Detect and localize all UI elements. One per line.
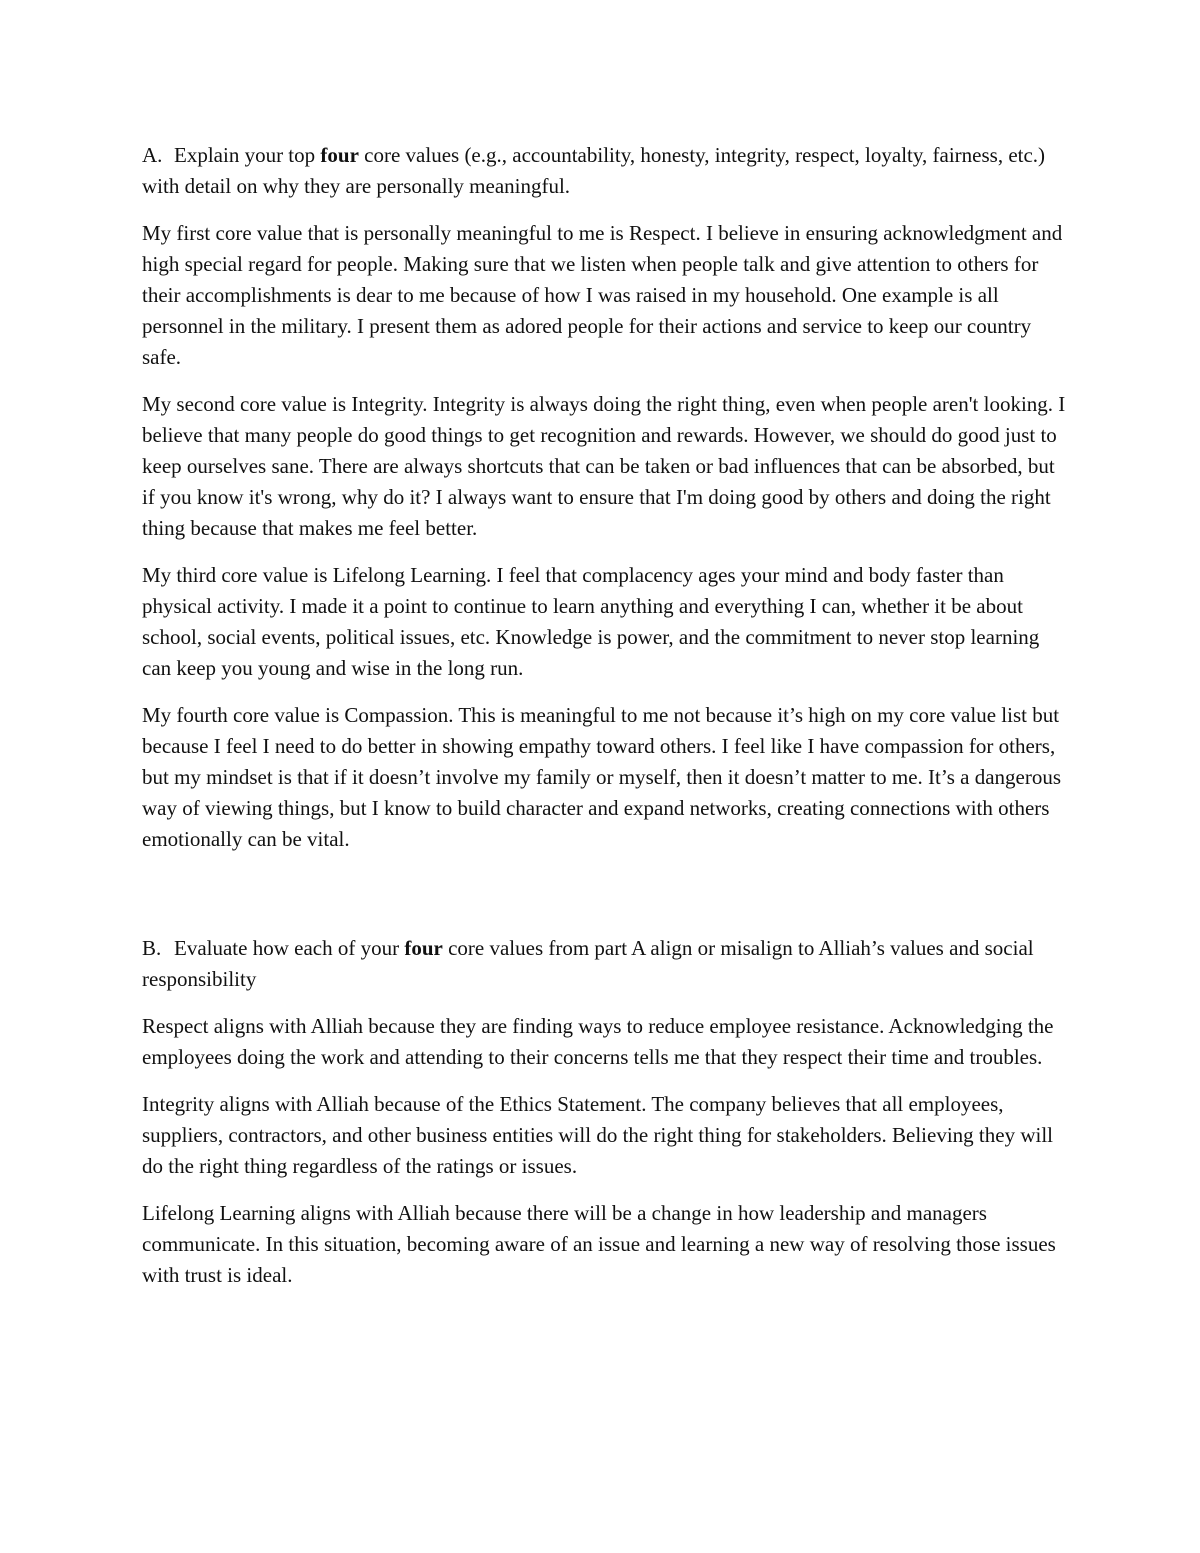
section-b-paragraph-lifelong-learning: Lifelong Learning aligns with Alliah because there will be a change in how leadership and managers communicate. In this situation, becoming aware of an issue and learning a new way of resolving those issues with trust is ideal. bbox=[142, 1201, 1056, 1287]
section-b-paragraph-respect: Respect aligns with Alliah because they are finding ways to reduce employee resistance. Acknowledging the employees doing the work and attending to their concerns tells me that they respect their time and troubles. bbox=[142, 1014, 1054, 1069]
section-b-question-emphasis: four bbox=[404, 936, 443, 960]
section-a-question-end: core values (e.g., accountability, honesty, integrity, respect, loyalty, fairness, etc.) with detail on why they are personally meaningful. bbox=[142, 143, 1046, 198]
section-b-paragraph-integrity: Integrity aligns with Alliah because of the Ethics Statement. The company believes that all employees, suppliers, contractors, and other business entities will do the right thing for stakeholders. Believing they will do the right thing regardless of the ratings or issues. bbox=[142, 1092, 1053, 1178]
section-b-question-start: Evaluate how each of your bbox=[174, 936, 405, 960]
section-b-question bbox=[142, 933, 1072, 995]
section-a-paragraph-compassion: My fourth core value is Compassion. This is meaningful to me not because it’s high on my core value list but because I feel I need to do better in showing empathy toward others. I feel like I have compassion for others, but my mindset is that if it doesn’t involve my family or myself, then it doesn’t matter to me. It’s a dangerous way of viewing things, but I know to build character and expand networks, creating connections with others emotionally can be vital. bbox=[142, 703, 1061, 851]
section-a-question-start: Explain your top bbox=[174, 143, 321, 167]
document-page bbox=[142, 140, 1072, 1307]
section-divider-space bbox=[142, 871, 1072, 933]
section-a-label: A. bbox=[142, 143, 163, 167]
section-b-question-end: core values from part A align or misalign to Alliah’s values and social responsibility bbox=[142, 936, 1034, 991]
section-a-question-emphasis: four bbox=[320, 143, 359, 167]
section-a-paragraph-lifelong-learning: My third core value is Lifelong Learning. I feel that complacency ages your mind and body faster than physical activity. I made it a point to continue to learn anything and everything I can, whether it be about school, social events, political issues, etc. Knowledge is power, and the commitment to never stop learning can keep you young and wise in the long run. bbox=[142, 563, 1040, 680]
section-a-paragraph-respect: My first core value that is personally meaningful to me is Respect. I believe in ensuring acknowledgment and high special regard for people. Making sure that we listen when people talk and give attention to others for their accomplishments is dear to me because of how I was raised in my household. One example is all personnel in the military. I present them as adored people for their actions and service to keep our country safe. bbox=[142, 221, 1063, 369]
section-a-question bbox=[142, 140, 1072, 202]
section-b-label: B. bbox=[142, 936, 162, 960]
section-a-paragraph-integrity: My second core value is Integrity. Integrity is always doing the right thing, even when people aren't looking. I believe that many people do good things to get recognition and rewards. However, we should do good just to keep ourselves sane. There are always shortcuts that can be taken or bad influences that can be absorbed, but if you know it's wrong, why do it? I always want to ensure that I'm doing good by others and doing the right thing because that makes me feel better. bbox=[142, 392, 1066, 540]
